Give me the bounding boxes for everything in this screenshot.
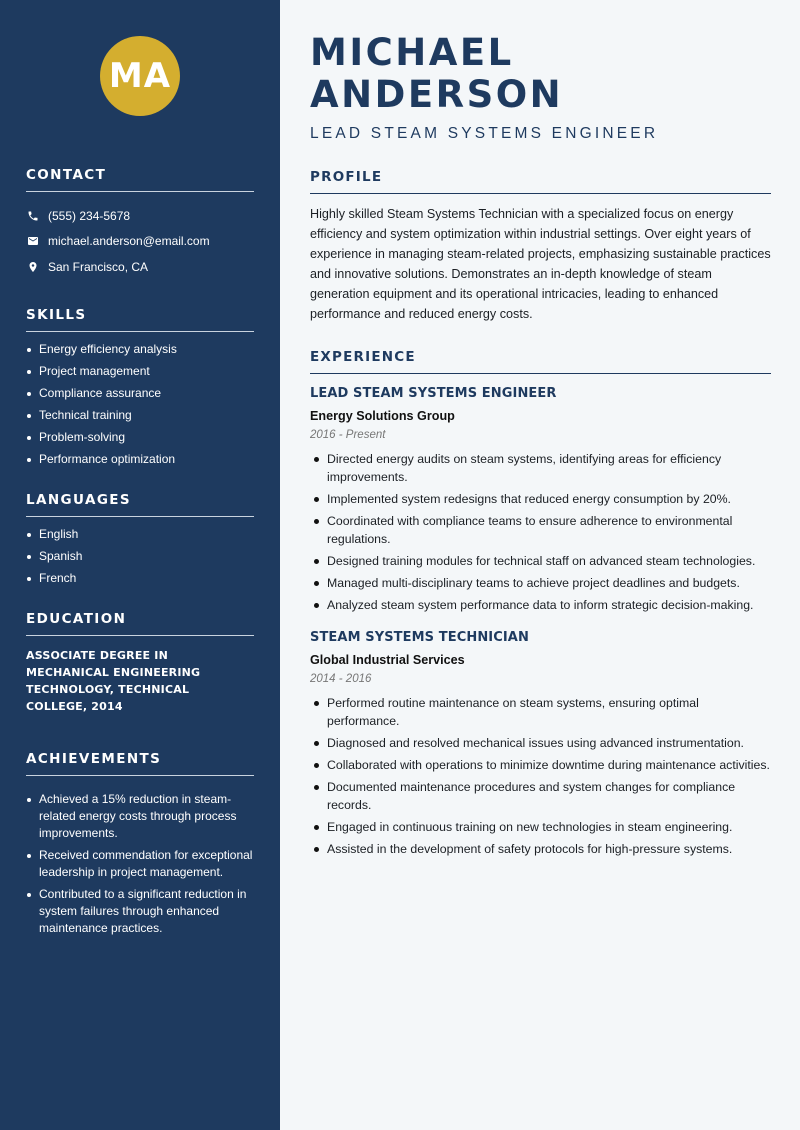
languages-list: [26, 526, 254, 587]
job-bullet: Designed training modules for technical staff on advanced steam technologies.: [327, 552, 771, 570]
experience-heading: EXPERIENCE: [310, 349, 771, 374]
contact-email-text: michael.anderson@email.com: [48, 234, 210, 249]
language-item: English: [26, 526, 254, 543]
achievements-section: [26, 751, 254, 937]
job-entry: [310, 386, 771, 614]
job-bullet: Directed energy audits on steam systems, identifying areas for efficiency improvements.: [327, 450, 771, 486]
skills-section: [26, 307, 254, 468]
job-dates: 2014 - 2016: [310, 673, 372, 685]
languages-section: [26, 492, 254, 587]
job-dates: 2016 - Present: [310, 429, 386, 441]
job-bullet: Collaborated with operations to minimize downtime during maintenance activities.: [327, 758, 770, 772]
job-company: Global Industrial Services: [310, 653, 465, 667]
main-content: [280, 0, 800, 1130]
profile-text: Highly skilled Steam Systems Technician with a specialized focus on energy efficiency and system optimization within industrial settings. Over eight years of experience in managing steam-related projects, emphasizing sustainable practices and innovative solutions. Demonstrates an in-depth knowledge of steam generation equipment and its operational intricacies, leading to enhanced performance and reduced energy costs.: [310, 207, 771, 321]
contact-phone: [26, 203, 254, 229]
achievement-item: Achieved a 15% reduction in steam-related energy costs through process improvements.: [26, 791, 254, 842]
job-bullet: Diagnosed and resolved mechanical issues using advanced instrumentation.: [327, 734, 771, 752]
contact-heading: CONTACT: [26, 167, 254, 192]
skills-heading: SKILLS: [26, 307, 254, 332]
skill-item: Technical training: [26, 407, 254, 424]
education-section: [26, 611, 254, 715]
profile-section: [310, 169, 771, 324]
job-company: Energy Solutions Group: [310, 409, 455, 423]
profile-heading: PROFILE: [310, 169, 771, 194]
contact-location: [26, 254, 254, 280]
contact-list: [26, 203, 254, 280]
job-bullet: Assisted in the development of safety protocols for high-pressure systems.: [327, 840, 771, 858]
job-title: STEAM SYSTEMS TECHNICIAN: [310, 630, 529, 645]
skill-item: Project management: [26, 363, 254, 380]
candidate-role: LEAD STEAM SYSTEMS ENGINEER: [310, 125, 659, 142]
achievement-item: Received commendation for exceptional leadership in project management.: [26, 847, 254, 881]
experience-section: [310, 349, 771, 858]
location-pin-icon: [26, 260, 40, 274]
achievement-item: Contributed to a significant reduction in system failures through enhanced maintenance practices.: [26, 886, 254, 937]
job-bullet: Implemented system redesigns that reduced energy consumption by 20%.: [327, 490, 771, 508]
contact-location-text: San Francisco, CA: [48, 259, 149, 274]
skills-list: [26, 341, 254, 468]
sidebar: [0, 0, 280, 1130]
language-item: Spanish: [26, 548, 254, 565]
skill-item: Problem-solving: [26, 429, 254, 446]
skill-item: Compliance assurance: [26, 385, 254, 402]
contact-phone-text: (555) 234-5678: [48, 208, 131, 223]
job-entry: [310, 630, 771, 858]
job-bullet: Performed routine maintenance on steam systems, ensuring optimal performance.: [327, 694, 771, 730]
job-bullet: Engaged in continuous training on new technologies in steam engineering.: [327, 818, 771, 836]
education-heading: EDUCATION: [26, 611, 254, 636]
candidate-name: MICHAEL ANDERSON: [310, 31, 564, 116]
education-entry: ASSOCIATE DEGREE IN MECHANICAL ENGINEERING TECHNOLOGY, TECHNICAL COLLEGE, 2014: [26, 648, 201, 713]
job-title: LEAD STEAM SYSTEMS ENGINEER: [310, 386, 557, 401]
phone-icon: [26, 209, 40, 223]
job-bullet: Managed multi-disciplinary teams to achieve project deadlines and budgets.: [327, 574, 771, 592]
skill-item: Performance optimization: [26, 451, 254, 468]
job-bullet: Documented maintenance procedures and system changes for compliance records.: [327, 778, 771, 814]
languages-heading: LANGUAGES: [26, 492, 254, 517]
job-bullets: [310, 450, 771, 614]
skill-item: Energy efficiency analysis: [26, 341, 254, 358]
email-icon: [26, 234, 40, 248]
avatar-initials: MA: [100, 36, 180, 116]
contact-section: [26, 167, 254, 280]
job-bullet: Coordinated with compliance teams to ensure adherence to environmental regulations.: [327, 512, 771, 548]
achievements-heading: ACHIEVEMENTS: [26, 751, 254, 776]
contact-email: [26, 229, 254, 255]
job-bullet: Analyzed steam system performance data to inform strategic decision-making.: [327, 596, 771, 614]
achievements-list: [26, 791, 254, 937]
language-item: French: [26, 570, 254, 587]
job-bullets: [310, 694, 771, 858]
